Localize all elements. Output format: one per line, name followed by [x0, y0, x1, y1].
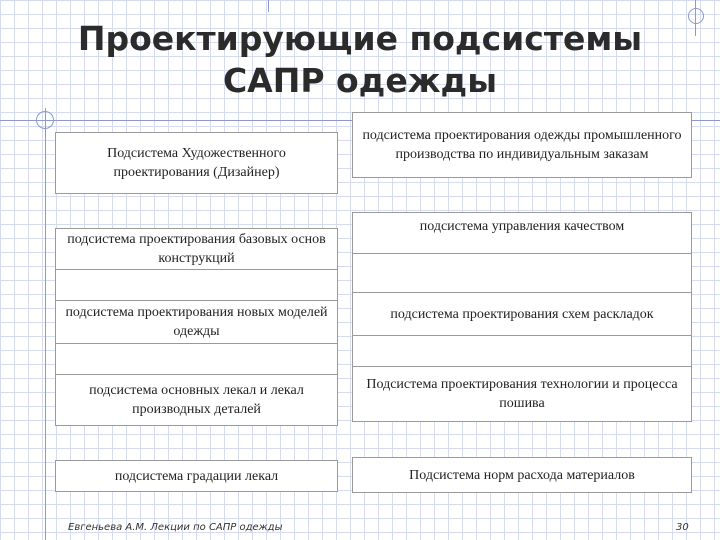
subsystem-box-new-models: [55, 300, 338, 344]
slide-title-line-1: Проектирующие подсистемы: [77, 19, 643, 58]
subsystem-label: подсистема проектирования базовых основ конструкций: [67, 232, 326, 266]
subsystem-box-layouts: [352, 292, 692, 336]
subsystem-label: подсистема градации лекал: [114, 468, 279, 484]
blank-cell: [352, 253, 692, 293]
slide-title: [0, 18, 720, 102]
subsystem-box-material-norms: [352, 457, 692, 493]
footer-author: Евгеньева А.М. Лекции по САПР одежды: [68, 522, 283, 533]
binder-line-top: [268, 0, 269, 12]
subsystem-label: подсистема основных лекал и лекал производных деталей: [89, 383, 304, 417]
slide-title-line-2: САПР одежды: [222, 61, 498, 100]
subsystem-label: подсистема проектирования схем раскладок: [390, 306, 654, 322]
subsystem-box-quality: [352, 212, 692, 254]
subsystem-label: Подсистема норм расхода материалов: [409, 467, 635, 483]
subsystem-box-grading: [55, 460, 338, 492]
subsystem-label: Подсистема Художественного проектирования (Дизайнер): [107, 146, 286, 180]
blank-cell: [352, 335, 692, 367]
notebook-margin-vertical: [45, 108, 46, 540]
subsystem-box-individual-orders: [352, 112, 692, 178]
margin-ring-icon: [36, 111, 54, 129]
page-number: 30: [676, 522, 689, 533]
subsystem-box-design: [55, 132, 338, 194]
subsystem-box-patterns: [55, 374, 338, 426]
subsystem-box-base-constructions: [55, 228, 338, 270]
subsystem-label: подсистема управления качеством: [419, 219, 625, 234]
subsystem-label: подсистема проектирования одежды промышленного производства по индивидуальным заказам: [362, 128, 682, 162]
blank-cell: [55, 343, 338, 375]
blank-cell: [55, 269, 338, 301]
subsystem-label: Подсистема проектирования технологии и процесса пошива: [366, 377, 678, 411]
subsystem-label: подсистема проектирования новых моделей одежды: [65, 305, 328, 339]
subsystem-box-technology: [352, 366, 692, 422]
